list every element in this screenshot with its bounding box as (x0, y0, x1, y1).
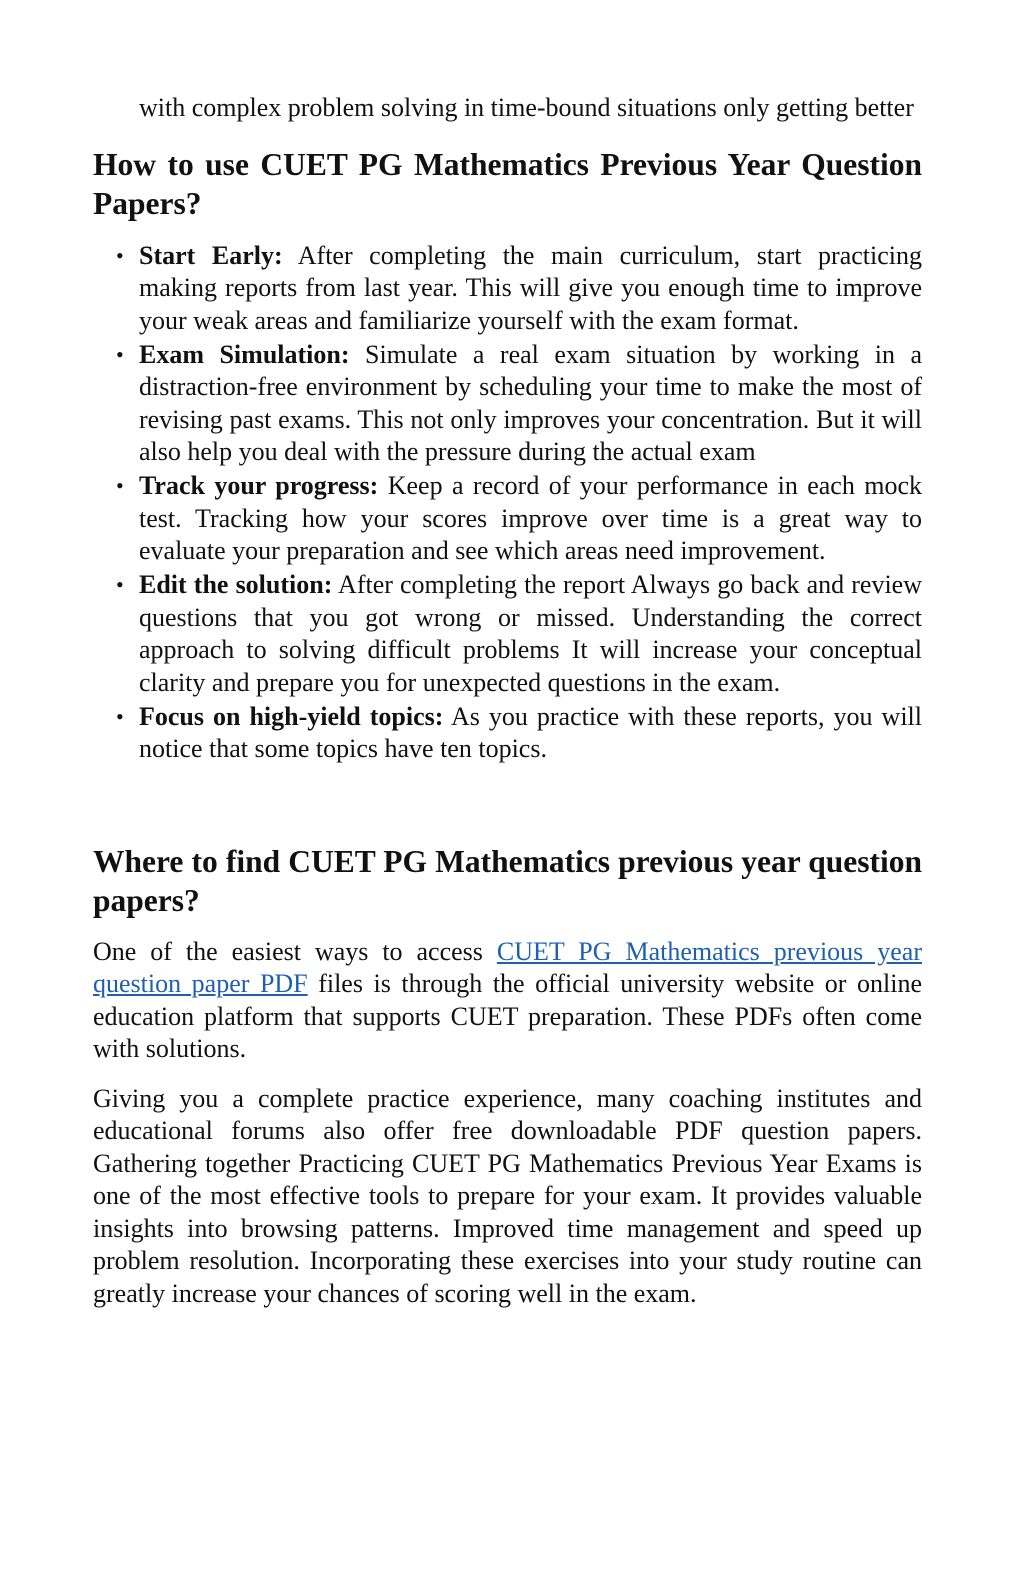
tip-label: Start Early: (139, 240, 283, 270)
section-heading-where-to-find: Where to find CUET PG Mathematics previous year question papers? (93, 843, 922, 918)
tip-text: Keep a record of your performance in each mock test. Tracking how your scores improve over time is a great way to evaluate your preparation and see which areas need improvement. (139, 471, 922, 565)
paragraph-text: files is through the official university website or online education platform that supports CUET preparation. These PDFs often come with solutions. (93, 969, 922, 1063)
tip-text: As you practice with these reports, you will notice that some topics have ten topics. (139, 701, 922, 763)
tip-label: Exam Simulation: (139, 339, 350, 369)
bullet-icon: • (116, 341, 124, 367)
bullet-icon: • (116, 703, 124, 729)
tip-text: Simulate a real exam situation by working in a distraction-free environment by scheduling your time to make the most of revising past exams. This not only improves your concentration. But it will also help you deal with the pressure during the actual exam (139, 339, 923, 466)
bullet-icon: • (116, 473, 124, 498)
question-paper-pdf-link[interactable]: CUET PG Mathematics previous year question paper PDF (93, 936, 922, 998)
bullet-icon: • (116, 242, 124, 268)
paragraph-practice-experience: Giving you a complete practice experience, many coaching institutes and educational forums also offer free downloadable PDF question papers. Gathering together Practicing CUET PG Mathematics Previous Year Exams is one of the most effective tools to prepare for your exam. It provides valuable insights into browsing patterns. Improved time management and speed up problem resolution. Incorporating these exercises into your study routine can greatly increase your chances of scoring well in the exam. (93, 1083, 922, 1308)
paragraph-text: One of the easiest ways to access (93, 936, 497, 966)
continuation-text: with complex problem solving in time-bound situations only getting better (139, 93, 914, 122)
bullet-icon: • (116, 572, 124, 597)
tips-list (93, 240, 922, 766)
list-item-exam-simulation (116, 339, 923, 469)
tip-label: Edit the solution: (139, 570, 333, 599)
tip-label: Focus on high-yield topics: (139, 701, 444, 731)
tip-text: After completing the report Always go back and review questions that you got wrong or missed. Understanding the correct approach to solving difficult problems It will increase your conceptual clarity and prepare you for unexpected questions in the exam. (139, 570, 922, 697)
list-item-edit-solution (116, 569, 922, 699)
paragraph-access-pdfs (93, 936, 922, 1066)
list-item-track-progress (116, 470, 922, 568)
list-item-start-early (116, 240, 922, 338)
section-heading-how-to-use: How to use CUET PG Mathematics Previous Year Question Papers? (93, 146, 922, 221)
tip-label: Track your progress: (139, 471, 379, 500)
list-item-high-yield-topics (116, 701, 922, 766)
document-page (93, 92, 922, 1310)
tip-text: After completing the main curriculum, start practicing making reports from last year. This will give you enough time to improve your weak areas and familiarize yourself with the exam format. (139, 240, 922, 335)
